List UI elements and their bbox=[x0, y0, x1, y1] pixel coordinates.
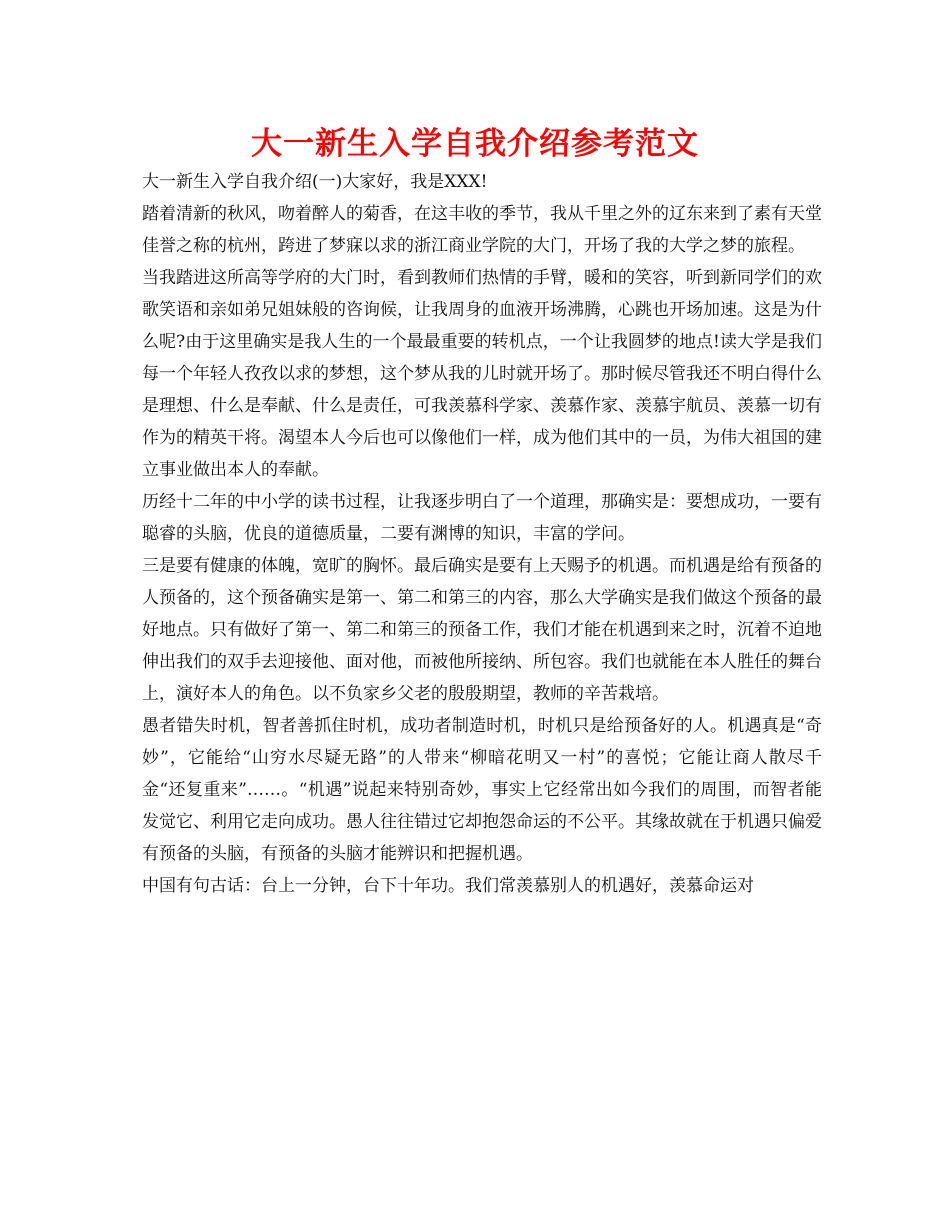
paragraph-6: 愚者错失时机，智者善抓住时机，成功者制造时机，时机只是给预备好的人。机遇真是“奇妙”，它能给“山穷水尽疑无路”的人带来“柳暗花明又一村”的喜悦；它能让商人散尽千金“还复重来”……。“机遇”说起来特别奇妙，事实上它经常出如今我们的周围，而智者能发觉它、利用它走向成功。愚人往往错过它却抱怨命运的不公平。其缘故就在于机遇只偏爱有预备的头脑，有预备的头脑才能辨识和把握机遇。 bbox=[142, 716, 822, 864]
paragraph-4: 历经十二年的中小学的读书过程，让我逐步明白了一个道理，那确实是：要想成功，一要有聪睿的头脑，优良的道德质量，二要有渊博的知识，丰富的学问。 bbox=[142, 492, 822, 544]
paragraph-1: 大一新生入学自我介绍(一)大家好，我是XXX! bbox=[142, 172, 488, 192]
paragraph-3: 当我踏进这所高等学府的大门时，看到教师们热情的手臂，暖和的笑容，听到新同学们的欢歌笑语和亲如弟兄姐妹般的咨询候，让我周身的血液开场沸腾，心跳也开场加速。这是为什么呢?由于这里确实是我人生的一个最最重要的转机点，一个让我圆梦的地点!读大学是我们每一个年轻人孜孜以求的梦想，这个梦从我的儿时就开场了。那时候尽管我还不明白得什么是理想、什么是奉献、什么是责任，可我羡慕科学家、羡慕作家、羡慕宇航员、羡慕一切有作为的精英干将。渴望本人今后也可以像他们一样，成为他们其中的一员，为伟大祖国的建立事业做出本人的奉献。 bbox=[142, 268, 822, 480]
document-body bbox=[142, 166, 822, 902]
document-title: 大一新生入学自我介绍参考范文 bbox=[251, 126, 699, 162]
paragraph-5: 三是要有健康的体魄，宽旷的胸怀。最后确实是要有上天赐予的机遇。而机遇是给有预备的人预备的，这个预备确实是第一、第二和第三的内容，那么大学确实是我们做这个预备的最好地点。只有做好了第一、第二和第三的预备工作，我们才能在机遇到来之时，沉着不迫地伸出我们的双手去迎接他、面对他，而被他所接纳、所包容。我们也就能在本人胜任的舞台上，演好本人的角色。以不负家乡父老的殷殷期望，教师的辛苦栽培。 bbox=[142, 556, 822, 704]
paragraph-2: 踏着清新的秋风，吻着醉人的菊香，在这丰收的季节，我从千里之外的辽东来到了素有天堂佳誉之称的杭州，跨进了梦寐以求的浙江商业学院的大门，开场了我的大学之梦的旅程。 bbox=[142, 204, 822, 256]
paragraph-7: 中国有句古话：台上一分钟，台下十年功。我们常羡慕别人的机遇好，羡慕命运对 bbox=[142, 876, 754, 896]
